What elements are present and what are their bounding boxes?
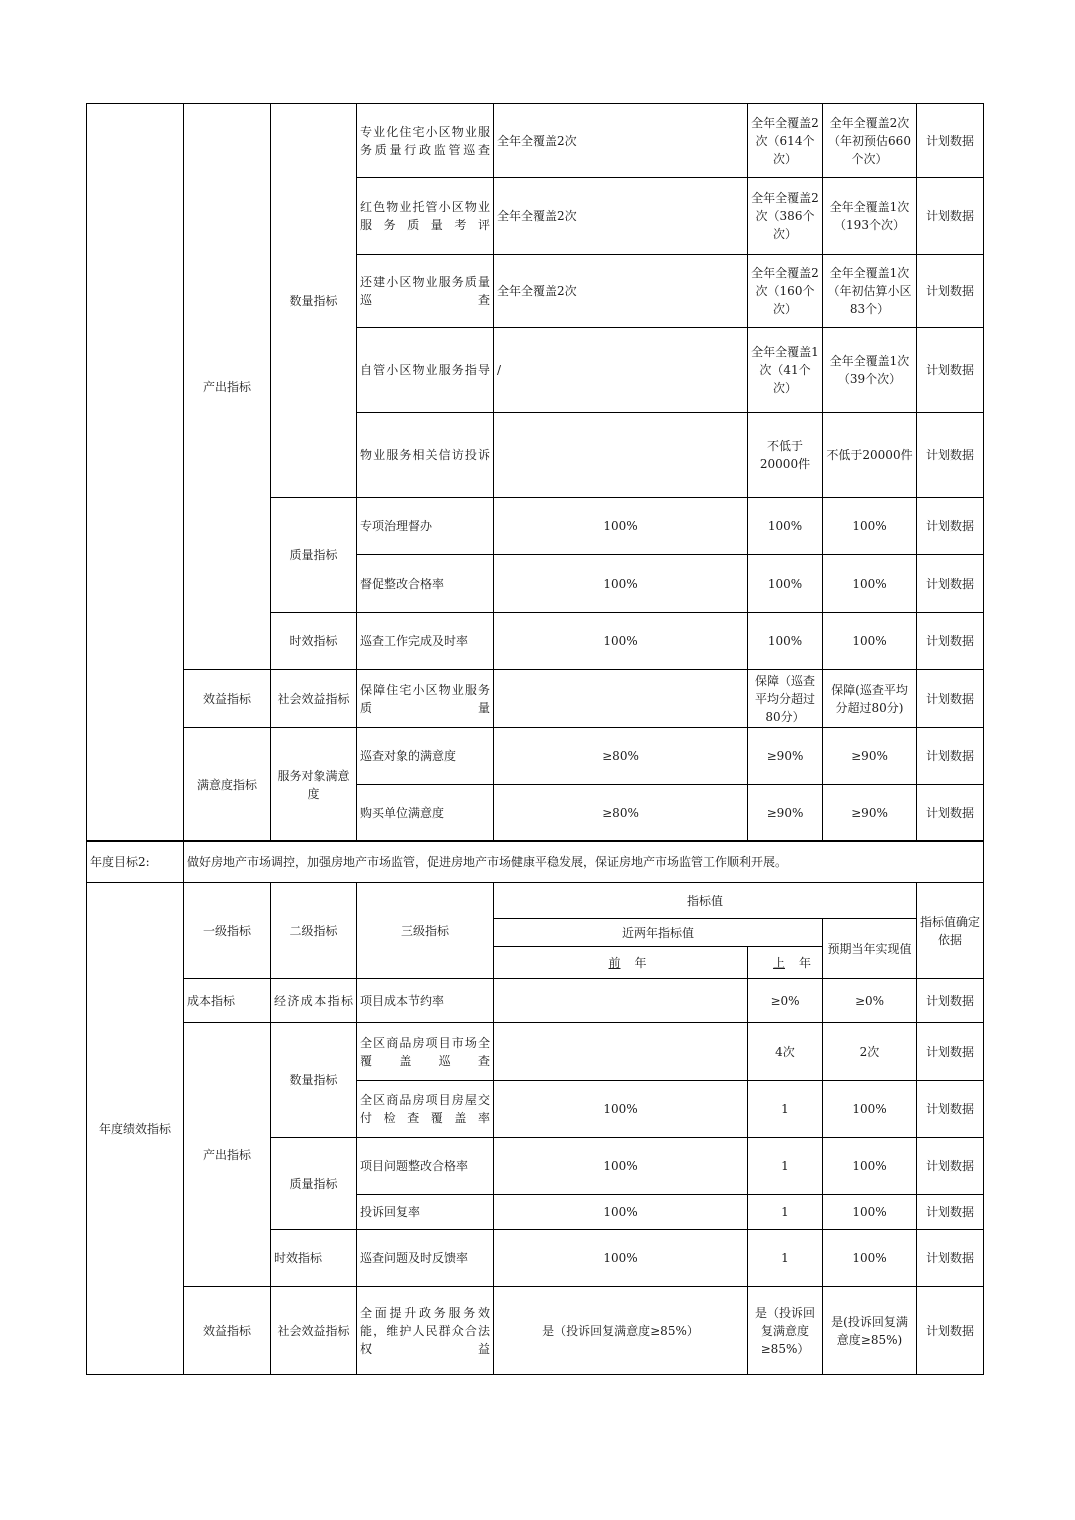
expected-value-cell: 100% bbox=[823, 1138, 917, 1195]
level3-cell: 督促整改合格率 bbox=[357, 555, 494, 613]
last-year-cell: ≥90% bbox=[748, 728, 823, 785]
level2-quantity: 数量指标 bbox=[271, 1023, 357, 1138]
level3-cell: 项目问题整改合格率 bbox=[357, 1138, 494, 1195]
table-row bbox=[87, 728, 984, 785]
level2-quality: 质量指标 bbox=[271, 498, 357, 613]
header-level2: 二级指标 bbox=[271, 883, 357, 979]
expected-value-cell: 不低于20000件 bbox=[823, 413, 917, 498]
expected-value-cell: 100% bbox=[823, 555, 917, 613]
expected-value-cell: 100% bbox=[823, 1195, 917, 1230]
expected-value-cell: 全年全覆盖1次（193个次） bbox=[823, 178, 917, 255]
last-year-cell: 全年全覆盖1次（41个次） bbox=[748, 328, 823, 413]
level2-econ-cost: 经济成本指标 bbox=[271, 979, 357, 1023]
level1-output: 产出指标 bbox=[184, 104, 271, 670]
prev-year-cell: 全年全覆盖2次 bbox=[494, 255, 748, 328]
level2-social-benefit: 社会效益指标 bbox=[271, 1287, 357, 1375]
level2-quantity: 数量指标 bbox=[271, 104, 357, 498]
prev-year-cell: 100% bbox=[494, 1195, 748, 1230]
prev-year-cell: 100% bbox=[494, 498, 748, 555]
prev-year-cell bbox=[494, 413, 748, 498]
level3-cell: 专项治理督办 bbox=[357, 498, 494, 555]
prev-year-cell: ≥80% bbox=[494, 785, 748, 842]
expected-value-cell: 保障(巡查平均分超过80分) bbox=[823, 670, 917, 728]
header-recent-two-years: 近两年指标值 bbox=[494, 919, 823, 947]
prev-year-cell: 全年全覆盖2次 bbox=[494, 178, 748, 255]
header-row bbox=[87, 883, 984, 919]
expected-value-cell: 全年全覆盖1次（年初估算小区83个） bbox=[823, 255, 917, 328]
level3-cell: 巡查工作完成及时率 bbox=[357, 613, 494, 670]
table-row bbox=[87, 1287, 984, 1375]
basis-cell: 计划数据 bbox=[917, 104, 984, 178]
last-year-cell: 1 bbox=[748, 1230, 823, 1287]
last-year-cell: 不低于20000件 bbox=[748, 413, 823, 498]
expected-value-cell: 是(投诉回复满意度≥85%) bbox=[823, 1287, 917, 1375]
year-word: 年 bbox=[634, 955, 647, 970]
last-year-cell: 100% bbox=[748, 555, 823, 613]
basis-cell: 计划数据 bbox=[917, 1023, 984, 1081]
performance-table-1 bbox=[86, 103, 984, 842]
level3-cell: 购买单位满意度 bbox=[357, 785, 494, 842]
level1-benefit: 效益指标 bbox=[184, 670, 271, 728]
prev-year-cell: 是（投诉回复满意度≥85%） bbox=[494, 1287, 748, 1375]
basis-cell: 计划数据 bbox=[917, 555, 984, 613]
level3-cell: 巡查问题及时反馈率 bbox=[357, 1230, 494, 1287]
goal2-label: 年度目标2: bbox=[87, 841, 184, 883]
table-row bbox=[87, 104, 984, 178]
level1-cost: 成本指标 bbox=[184, 979, 271, 1023]
last-year-cell: 1 bbox=[748, 1138, 823, 1195]
last-year-cell: 100% bbox=[748, 613, 823, 670]
basis-cell: 计划数据 bbox=[917, 670, 984, 728]
last-year-cell: 1 bbox=[748, 1081, 823, 1138]
level3-cell: 全区商品房项目市场全覆盖巡查 bbox=[357, 1023, 494, 1081]
year-word: 年 bbox=[799, 955, 812, 970]
level2-timeliness: 时效指标 bbox=[271, 613, 357, 670]
basis-cell: 计划数据 bbox=[917, 328, 984, 413]
prev-year-cell: 100% bbox=[494, 613, 748, 670]
expected-value-cell: 全年全覆盖1次（39个次） bbox=[823, 328, 917, 413]
expected-value-cell: 100% bbox=[823, 1081, 917, 1138]
header-level1: 一级指标 bbox=[184, 883, 271, 979]
header-last-year bbox=[748, 947, 823, 979]
basis-cell: 计划数据 bbox=[917, 413, 984, 498]
prev-year-cell: 100% bbox=[494, 1138, 748, 1195]
basis-cell: 计划数据 bbox=[917, 1081, 984, 1138]
header-expected: 预期当年实现值 bbox=[823, 919, 917, 979]
header-prev-year bbox=[494, 947, 748, 979]
expected-value-cell: 100% bbox=[823, 1230, 917, 1287]
expected-value-cell: 100% bbox=[823, 498, 917, 555]
level3-cell: 项目成本节约率 bbox=[357, 979, 494, 1023]
level2-social-benefit: 社会效益指标 bbox=[271, 670, 357, 728]
level1-benefit: 效益指标 bbox=[184, 1287, 271, 1375]
level3-cell: 红色物业托管小区物业服务质量考评 bbox=[357, 178, 494, 255]
basis-cell: 计划数据 bbox=[917, 1230, 984, 1287]
last-year-cell: 100% bbox=[748, 498, 823, 555]
last-word: 上 bbox=[772, 955, 785, 970]
table-row bbox=[87, 1023, 984, 1081]
last-year-cell: 是（投诉回复满意度≥85%） bbox=[748, 1287, 823, 1375]
prev-year-cell: 100% bbox=[494, 1230, 748, 1287]
prev-year-cell: / bbox=[494, 328, 748, 413]
header-indicator-value: 指标值 bbox=[494, 883, 917, 919]
prev-year-cell bbox=[494, 1023, 748, 1081]
prev-word: 前 bbox=[608, 955, 621, 970]
goal-row bbox=[87, 841, 984, 883]
basis-cell: 计划数据 bbox=[917, 728, 984, 785]
level3-cell: 投诉回复率 bbox=[357, 1195, 494, 1230]
basis-cell: 计划数据 bbox=[917, 979, 984, 1023]
level3-cell: 还建小区物业服务质量巡查 bbox=[357, 255, 494, 328]
level1-output: 产出指标 bbox=[184, 1023, 271, 1287]
level3-cell: 全区商品房项目房屋交付检查覆盖率 bbox=[357, 1081, 494, 1138]
table-row bbox=[87, 670, 984, 728]
level2-quality: 质量指标 bbox=[271, 1138, 357, 1230]
section-annual-performance: 年度绩效指标 bbox=[87, 883, 184, 1375]
header-level3: 三级指标 bbox=[357, 883, 494, 979]
last-year-cell: 全年全覆盖2次（386个次） bbox=[748, 178, 823, 255]
basis-cell: 计划数据 bbox=[917, 785, 984, 842]
last-year-cell: 全年全覆盖2次（614个次） bbox=[748, 104, 823, 178]
basis-cell: 计划数据 bbox=[917, 178, 984, 255]
level3-cell: 专业化住宅小区物业服务质量行政监管巡查 bbox=[357, 104, 494, 178]
level3-cell: 全面提升政务服务效能，维护人民群众合法权益 bbox=[357, 1287, 494, 1375]
level3-cell: 物业服务相关信访投诉 bbox=[357, 413, 494, 498]
level3-cell: 保障住宅小区物业服务质量 bbox=[357, 670, 494, 728]
last-year-cell: 4次 bbox=[748, 1023, 823, 1081]
basis-cell: 计划数据 bbox=[917, 613, 984, 670]
blank-section-cell bbox=[87, 104, 184, 842]
level3-cell: 巡查对象的满意度 bbox=[357, 728, 494, 785]
goal2-text: 做好房地产市场调控，加强房地产市场监管，促进房地产市场健康平稳发展，保证房地产市场监管工作顺利开展。 bbox=[184, 841, 984, 883]
basis-cell: 计划数据 bbox=[917, 255, 984, 328]
basis-cell: 计划数据 bbox=[917, 1138, 984, 1195]
level1-satisfaction: 满意度指标 bbox=[184, 728, 271, 842]
last-year-cell: 保障（巡查平均分超过80分） bbox=[748, 670, 823, 728]
prev-year-cell: 100% bbox=[494, 555, 748, 613]
prev-year-cell: 全年全覆盖2次 bbox=[494, 104, 748, 178]
last-year-cell: ≥0% bbox=[748, 979, 823, 1023]
last-year-cell: 1 bbox=[748, 1195, 823, 1230]
table-row bbox=[87, 979, 984, 1023]
basis-cell: 计划数据 bbox=[917, 1195, 984, 1230]
level2-service-satisfaction: 服务对象满意度 bbox=[271, 728, 357, 842]
expected-value-cell: ≥90% bbox=[823, 785, 917, 842]
expected-value-cell: 全年全覆盖2次（年初预估660个次） bbox=[823, 104, 917, 178]
last-year-cell: 全年全覆盖2次（160个次） bbox=[748, 255, 823, 328]
expected-value-cell: 100% bbox=[823, 613, 917, 670]
level3-cell: 自管小区物业服务指导 bbox=[357, 328, 494, 413]
performance-table-2 bbox=[86, 840, 984, 1375]
expected-value-cell: ≥90% bbox=[823, 728, 917, 785]
last-year-cell: ≥90% bbox=[748, 785, 823, 842]
prev-year-cell bbox=[494, 979, 748, 1023]
prev-year-cell: 100% bbox=[494, 1081, 748, 1138]
basis-cell: 计划数据 bbox=[917, 1287, 984, 1375]
expected-value-cell: ≥0% bbox=[823, 979, 917, 1023]
header-basis: 指标值确定依据 bbox=[917, 883, 984, 979]
level2-timeliness: 时效指标 bbox=[271, 1230, 357, 1287]
prev-year-cell: ≥80% bbox=[494, 728, 748, 785]
prev-year-cell bbox=[494, 670, 748, 728]
expected-value-cell: 2次 bbox=[823, 1023, 917, 1081]
basis-cell: 计划数据 bbox=[917, 498, 984, 555]
